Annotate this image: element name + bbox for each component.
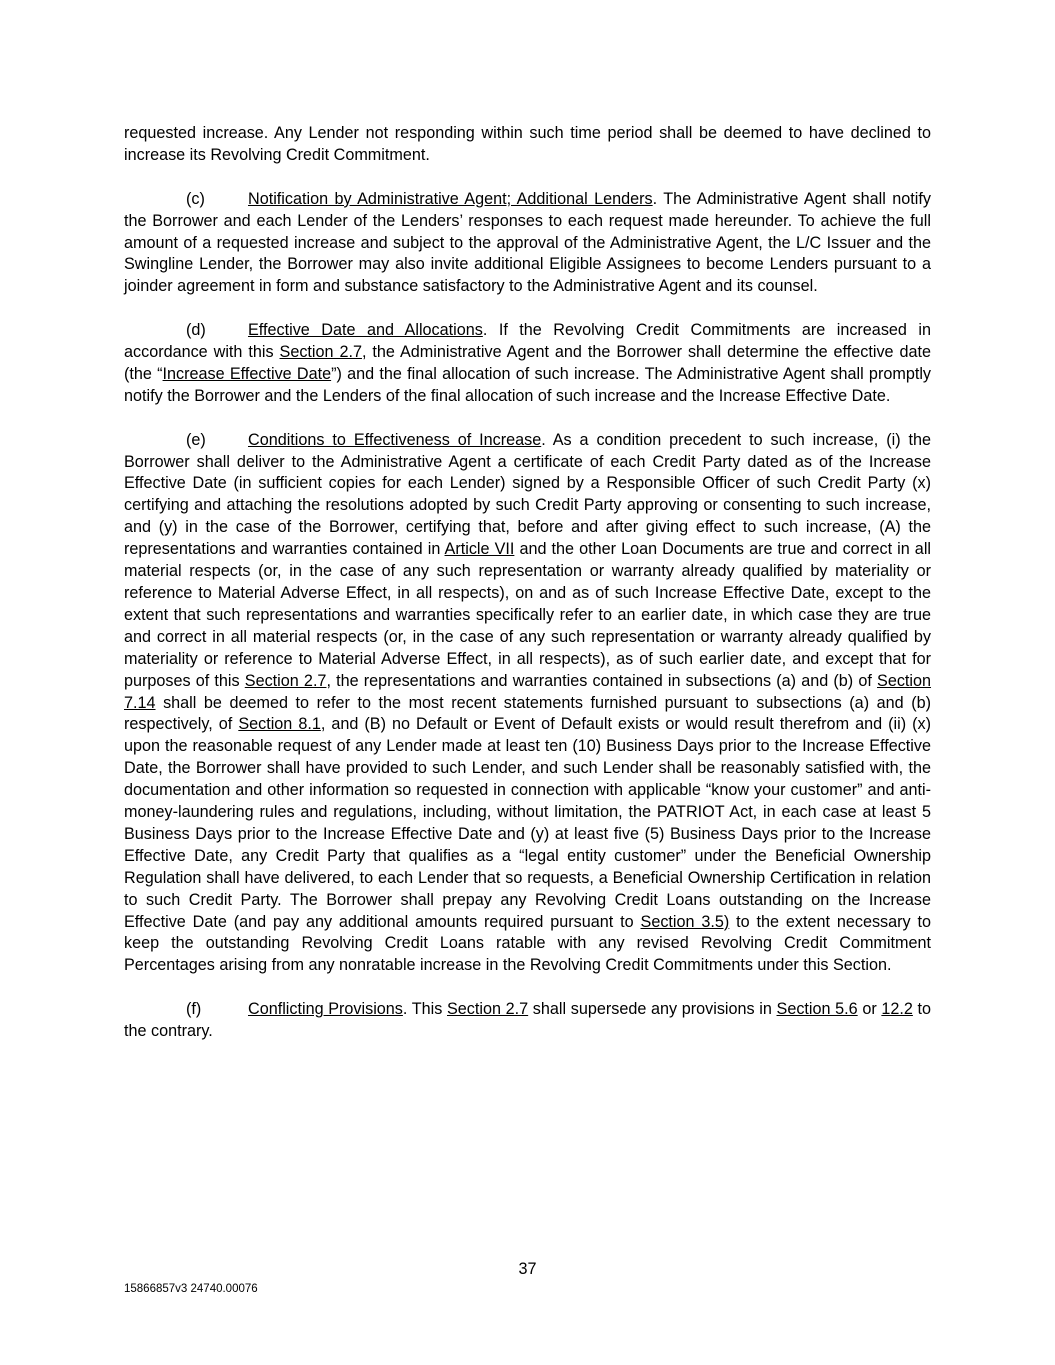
paragraph-f-body: . This: [402, 1000, 447, 1019]
paragraph-f-body: to the contrary.: [124, 1000, 932, 1041]
section-reference: Section 2.7: [447, 1000, 529, 1019]
paragraph-e-body: shall be deemed to refer to the most recent statements furnished pursuant to subsections (a) and (b) respectively, of: [124, 693, 931, 734]
section-reference: 12.2: [881, 1000, 913, 1019]
paragraph-e-body: to the extent necessary to keep the outstanding Revolving Credit Loans ratable with any revised Revolving Credit Commitment Percentages arising from any nonratable increase in the Revolving Credit Commitments under this Section.: [124, 912, 932, 975]
paragraph-d-body: , the Administrative Agent and the Borrower shall determine the effective date (the “: [124, 343, 931, 383]
paragraph-c-body: . The Administrative Agent shall notify the Borrower and each Lender of the Lenders’ responses to each request made hereunder. To achieve the full amount of a requested increase and subject to the approval of the Administrative Agent, the L/C Issuer and the Swingline Lender, the Borrower may also invite additional Eligible Assignees to become Lenders pursuant to a joinder agreement in form and substance satisfactory to the Administrative Agent and its counsel.: [124, 189, 931, 296]
paragraph-d-heading: Effective Date and Allocations: [248, 321, 483, 340]
paragraph-e-heading: Conditions to Effectiveness of Increase: [248, 430, 542, 449]
article-reference: Article VII: [444, 540, 515, 559]
paragraph-c-heading: Notification by Administrative Agent; Additional Lenders: [248, 189, 653, 208]
section-reference: Section 8.1: [238, 715, 321, 734]
paragraph-d-body: . If the Revolving Credit Commitments are increased in accordance with this: [124, 321, 931, 362]
paragraph-f-label: (f): [186, 1000, 202, 1019]
section-reference: Section 5.6: [776, 1000, 858, 1019]
document-body: [124, 123, 931, 1065]
paragraph-d-body: ”) and the final allocation of such increase. The Administrative Agent shall promptly notify the Borrower and the Lenders of the final allocation of such increase and the Increase Effective Date.: [124, 364, 932, 405]
paragraph-e-label: (e): [186, 430, 206, 449]
paragraph-e-body: and the other Loan Documents are true and correct in all material respects (or, in the case of any such representation or warranty already qualified by materiality or reference to Material Adverse Effect, in all respects), on and as of such Increase Effective Date, except to the extent that such representations and warranties specifically refer to an earlier date, in which case they are true and correct in all material respects (or, in the case of any such representation or warranty already qualified by materiality or reference to Material Adverse Effect, in all respects), as of such earlier date, and except that for purposes of this: [124, 540, 932, 690]
section-reference: Section 2.7: [279, 343, 362, 362]
page-number: 37: [518, 1260, 537, 1278]
paragraph-c: [124, 189, 931, 299]
paragraph-d-label: (d): [186, 321, 206, 340]
paragraph-f: [124, 999, 931, 1043]
document-id: 15866857v3 24740.00076: [124, 1283, 258, 1295]
paragraph-f-heading: Conflicting Provisions: [248, 1000, 403, 1019]
paragraph-c-label: (c): [186, 189, 205, 208]
paragraph-e: [124, 430, 931, 978]
paragraph-e-body: , and (B) no Default or Event of Default exists or would result therefrom and (ii) (x) upon the reasonable request of any Lender made at least ten (10) Business Days prior to the Increase Effective Date, the Borrower shall have provided to such Lender, and such Lender shall be reasonably satisfied with, the documentation and other information so requested in connection with applicable “know your customer” and anti-money-laundering rules and regulations, including, without limitation, the PATRIOT Act, in each case at least 5 Business Days prior to the Increase Effective Date and (y) at least five (5) Business Days prior to the Increase Effective Date, any Credit Party that qualifies as a “legal entity customer” under the Beneficial Ownership Regulation shall have delivered, to each Lender that so requests, a Beneficial Ownership Certification in relation to such Credit Party. The Borrower shall prepay any Revolving Credit Loans outstanding on the Increase Effective Date (and pay any additional amounts required pursuant to: [124, 715, 931, 931]
section-reference: Section 7.14: [124, 671, 932, 712]
paragraph-f-body: or: [857, 1000, 882, 1019]
paragraph-f-body: shall supersede any provisions in: [528, 1000, 777, 1019]
paragraph-d: [124, 320, 931, 408]
defined-term: Increase Effective Date: [162, 364, 332, 383]
paragraph-e-body: , the representations and warranties contained in subsections (a) and (b) of: [326, 671, 878, 690]
paragraph-intro-text: requested increase. Any Lender not responding within such time period shall be deemed to have declined to increase its Revolving Credit Commitment.: [124, 124, 931, 164]
section-reference: Section 3.5): [640, 912, 730, 931]
paragraph-intro: [124, 123, 931, 167]
paragraph-e-body: . As a condition precedent to such increase, (i) the Borrower shall deliver to the Administrative Agent a certificate of each Credit Party dated as of the Increase Effective Date (in sufficient copies for each Lender) signed by a Responsible Officer of such Credit Party (x) certifying and attaching the resolutions adopted by such Credit Party approving or consenting to such increase, and (y) in the case of the Borrower, certifying that, before and after giving effect to such increase, (A) the representations and warranties contained in: [124, 430, 931, 559]
section-reference: Section 2.7: [244, 671, 327, 690]
